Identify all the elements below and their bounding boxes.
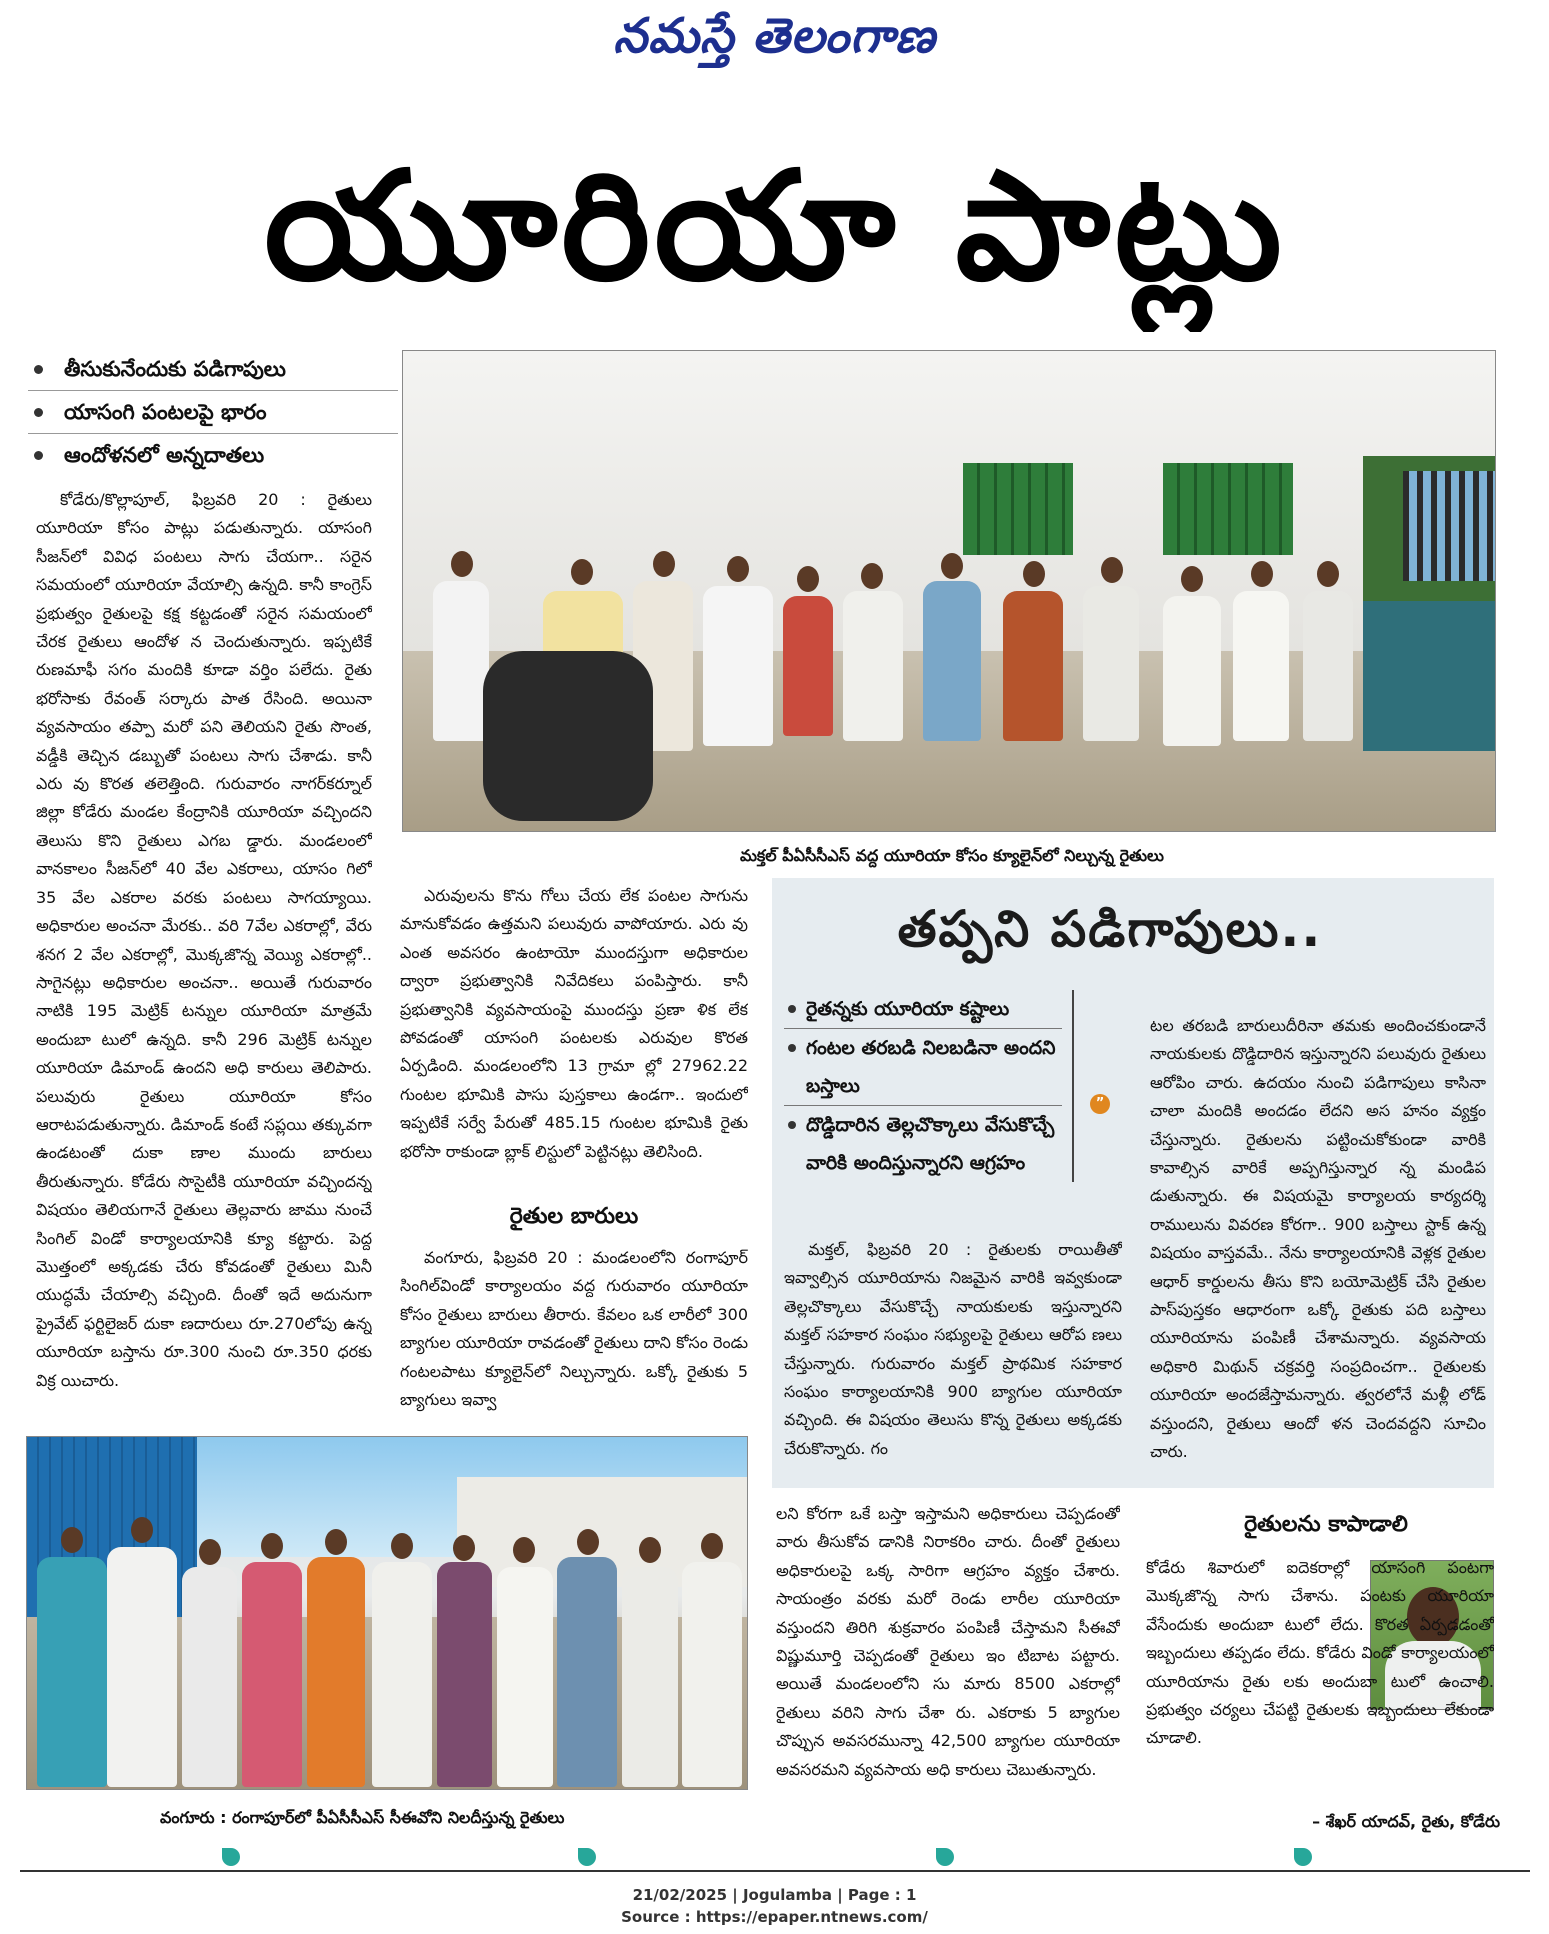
sidebox-body-left bbox=[784, 1236, 1122, 1476]
sidebox-point bbox=[784, 990, 1062, 1029]
sidebox-point-text: దొడ్డిదారిన తెల్లచొక్కాలు వేసుకొచ్చే వారికి అందిస్తున్నారని ఆగ్రహం bbox=[806, 1114, 1055, 1174]
footer-source: Source : https://epaper.ntnews.com/ bbox=[621, 1908, 928, 1926]
photo-queue-farmers bbox=[402, 350, 1496, 832]
article-paragraph: మక్తల్, ఫిబ్రవరి 20 : రైతులకు రాయితీతో ఇవ్వాల్సిన యూరియాను నిజమైన వారికి ఇవ్వకుండా తెల్లచొక్కాలు వేసుకొచ్చే నాయకులకు ఇస్తున్నారని మక్తల్ సహకార సంఘం సభ్యులపై రైతులు ఆరోప ణలు చేస్తున్నారు. గురువారం మక్తల్ ప్రాథమిక సహకార సంఘం కార్యాలయానికి 900 బ్యాగుల యూరియా వచ్చింది. ఈ విషయం తెలుసు కొన్న రైతులు అక్కడకు చేరుకొన్నారు. గం bbox=[784, 1240, 1122, 1458]
quote-box-body bbox=[1146, 1554, 1494, 1812]
article-column-middle bbox=[400, 882, 748, 1182]
footer-divider bbox=[20, 1870, 1530, 1872]
footer-date-edition: 21/02/2025 | Jogulamba | Page : 1 bbox=[632, 1886, 917, 1904]
article-paragraph: కోడేరు/కొల్లాపూల్, ఫిబ్రవరి 20 : రైతులు యూరియా కోసం పాట్లు పడుతున్నారు. యాసంగి సీజన్‌లో వివిధ పంటలు సాగు చేయగా.. సరైన సమయంలో యూరియా వేయాల్సి ఉన్నది. కానీ కాంగ్రెస్ ప్రభుత్వం రైతులపై కక్ష కట్టడంతో సరైన సమయంలో చేరక రైతులు ఆందోళ న చెందుతున్నారు. ఇప్పటికే రుణమాఫీ సగం మందికి కూడా వర్తిం పలేదు. రైతు భరోసాకు రేవంత్ సర్కారు పాత రేసింది. అయినా వ్యవసాయం తప్పా మరో పని తెలియని రైతు సొంత, వడ్డీకి తెచ్చిన డబ్బుతో పంటలు సాగు చేశాడు. కానీ ఎరు వు కొరత తలెత్తింది. గురువారం నాగర్‌కర్నూల్ జిల్లా కోడేరు మండల కేంద్రానికి యూరియా వచ్చిందని తెలుసు కొని రైతులు ఎగబ డ్డారు. మండలంలో వానకాలం సీజన్‌లో 40 వేల ఎకరాలు, యాసం గిలో 35 వేల ఎకరాల వరకు పంటలు సాగయ్యాయి. అధికారుల అంచనా మేరకు.. వరి 7వేల ఎకరాల్లో, వేరు శనగ 2 వేల ఎకరాల్లో, మొక్కజొన్న వెయ్యి ఎకరాల్లో.. సాగైనట్లు అధికారుల అంచనా.. అయితే గురువారం నాటికి 195 మెట్రిక్ టన్నుల యూరియా మాత్రమే అందుబా టులో ఉన్నది. కానీ 296 మెట్రిక్ టన్నుల యూరియా డిమాండ్ ఉందని అధి కారులు తెలిపారు. పలువురు రైతులు యూరియా కోసం ఆరాటపడుతున్నారు. డిమాండ్ కంటే సప్లయి తక్కువగా ఉండటంతో దుకా ణాల ముందు బారులు తీరుతున్నారు. కోడేరు సొసైటీకి యూరియా వచ్చిందన్న విషయం తెలియగానే రైతులు తెల్లవారు జాము నుంచే సింగిల్ విండో కార్యాలయానికి క్యూ కట్టారు. పెద్ద మొత్తంలో అక్కడకు చేరు కోవడంతో రైతులు మినీ యుద్ధమే చేయాల్సి వచ్చింది. దీంతో ఇదే అదునుగా ప్రైవేట్ ఫర్టిలైజర్ దుకా ణదారులు రూ.270లోపు ఉన్న యూరియా బస్తాను రూ.300 నుంచి రూ.350 ధరకు విక్ర యిచారు. bbox=[36, 490, 372, 1390]
sidebox-point-text: రైతన్నకు యూరియా కష్టాలు bbox=[806, 998, 1010, 1020]
highlight-item: యాసంగి పంటలపై భారం bbox=[28, 391, 398, 434]
leaf-icon bbox=[578, 1848, 596, 1866]
sidebox-body-right bbox=[1150, 1012, 1486, 1476]
masthead-logo: నమస్తే తెలంగాణ bbox=[613, 8, 936, 64]
photo-caption: మక్తల్ పీఏసీసీఎస్ వద్ద యూరియా కోసం క్యూలైన్‌లో నిల్చున్న రైతులు bbox=[740, 846, 1164, 865]
section-title-queues: రైతుల బారులు bbox=[509, 1204, 639, 1229]
sidebox-title: తప్పని పడిగాపులు.. bbox=[897, 900, 1323, 958]
article-paragraph: ఎరువులను కొను గోలు చేయ లేక పంటల సాగును మానుకోవడం ఉత్తమని పలువురు వాపోయారు. ఎరు వు ఎంత అవసరం ఉంటాయో ముందస్తుగా అధికారుల ద్వారా ప్రభుత్వానికి నివేదికలు పంపిస్తారు. కానీ ప్రభుత్వానికి వ్యవసాయంపై ముందస్తు ప్రణా ళిక లేక పోవడంతో యాసంగి పంటలకు ఎరువుల కొరత ఏర్పడింది. మండలంలోని 13 గ్రామా ల్లో 27962.22 గుంటల భూమికి పాసు పుస్తకాలు ఉండగా.. ఇందులో ఇప్పటికే సర్వే పేరుతో 485.15 గుంటల భూమికి రైతు భరోసా రాకుండా బ్లాక్ లిస్టులో పెట్టినట్లు తెలిసింది. bbox=[400, 886, 748, 1161]
main-headline: యూరియా పాట్లు bbox=[264, 140, 1286, 314]
sidebox-points bbox=[784, 990, 1074, 1182]
article-column-middle-lower bbox=[400, 1244, 748, 1418]
sidebox-point-text: గంటల తరబడి నిలబడినా అందని బస్తాలు bbox=[806, 1037, 1056, 1097]
quote-signature: – శేఖర్ యాదవ్, రైతు, కోడేరు bbox=[1312, 1812, 1500, 1831]
highlights-list bbox=[28, 348, 398, 476]
leaf-icon bbox=[222, 1848, 240, 1866]
highlight-item: తీసుకునేందుకు పడిగాపులు bbox=[28, 348, 398, 391]
photo-farmers-protest bbox=[26, 1436, 748, 1790]
article-column-continuation bbox=[776, 1500, 1120, 1840]
highlight-item: ఆందోళనలో అన్నదాతలు bbox=[28, 434, 398, 476]
sidebox-point bbox=[784, 1029, 1062, 1106]
photo-caption: వంగూరు : రంగాపూర్‌లో పీఏసీసీఎస్ సీఈవోని నిలదీస్తున్న రైతులు bbox=[160, 1808, 565, 1827]
quote-box-title: రైతులను కాపాడాలి bbox=[1244, 1512, 1408, 1537]
article-column-left bbox=[36, 486, 372, 1406]
article-paragraph: వంగూరు, ఫిబ్రవరి 20 : మండలంలోని రంగాపూర్ సింగిల్‌విండో కార్యాలయం వద్ద గురువారం యూరియా కోసం రైతులు బారులు తీరారు. కేవలం ఒక లారీలో 300 బ్యాగుల యూరియా రావడంతో రైతులు దాని కోసం రెండు గంటలపాటు క్యూలైన్‌లో నిల్చున్నారు. ఒక్కో రైతుకు 5 బ్యాగులు ఇవ్వా bbox=[400, 1248, 748, 1410]
leaf-icon bbox=[936, 1848, 954, 1866]
quote-icon: ” bbox=[1090, 1094, 1110, 1114]
article-paragraph: టల తరబడి బారులుదీరినా తమకు అందించకుండానే నాయకులకు దొడ్డిదారిన ఇస్తున్నారని పలువురు రైతులు ఆరోపిం చారు. ఉదయం నుంచి పడిగాపులు కాసినా చాలా మందికి అందడం లేదని అస హనం వ్యక్తం చేస్తున్నారు. రైతులను పట్టించుకోకుండా వారికి కావాల్సిన వారికే అప్పగిస్తున్నార న్న మండిప డుతున్నారు. ఈ విషయమై కార్యాలయ కార్యదర్శి రాములును వివరణ కోరగా.. 900 బస్తాలు స్టాక్ ఉన్న విషయం వాస్తవమే.. నేను కార్యాలయానికి వెళ్లక రైతుల ఆధార్ కార్డులను తీసు కొని బయోమెట్రిక్ చేసి రైతుల పాస్‌పుస్తకం ఆధారంగా ఒక్కో రైతుకు పది బస్తాలు యూరియాను పంపిణీ చేశామన్నారు. వ్యవసాయ అధికారి మిథున్ చక్రవర్తి సంప్రదించగా.. రైతులకు యూరియా అందజేస్తామన్నారు. త్వరలోనే మళ్లీ లోడ్ వస్తుందని, రైతులు ఆందో ళన చెందవద్దని సూచిం చారు. bbox=[1150, 1016, 1486, 1462]
article-paragraph: కోడేరు శివారులో ఐదెకరాల్లో యాసంగి పంటగా మొక్కజొన్న సాగు చేశాను. పంటకు యూరియా వేసేందుకు అందుబా టులో లేదు. కొరత ఏర్పడడంతో ఇబ్బందులు తప్పడం లేదు. కోడేరు విండో కార్యాలయంలో యూరియాను రైతు లకు అందుబా టులో ఉంచాలి. ప్రభుత్వం చర్యలు చేపట్టి రైతులకు ఇబ్బందులు లేకుండా చూడాలి. bbox=[1146, 1558, 1494, 1748]
article-paragraph: లని కోరగా ఒకే బస్తా ఇస్తామని అధికారులు చెప్పడంతో వారు తీసుకోవ డానికి నిరాకరిం చారు. దీంతో రైతులు అధికారులపై ఒక్క సారిగా ఆగ్రహం వ్యక్తం చేశారు. సాయంత్రం వరకు మరో రెండు లారీల యూరియా వస్తుందని తిరిగి శుక్రవారం పంపిణీ చేస్తామని సీఈవో విష్ణుమూర్తి చెప్పడంతో రైతులు ఇం టిబాట పట్టారు. అయితే మండలంలోని సు మారు 8500 ఎకరాల్లో రైతులు వరిని సాగు చేశా రు. ఎకరాకు 5 బ్యాగుల చొప్పున అవసరమున్నా 42,500 బ్యాగుల యూరియా అవసరమని వ్యవసాయ అధి కారులు చెబుతున్నారు. bbox=[776, 1504, 1120, 1779]
leaf-icon bbox=[1294, 1848, 1312, 1866]
sidebox-point bbox=[784, 1106, 1062, 1182]
